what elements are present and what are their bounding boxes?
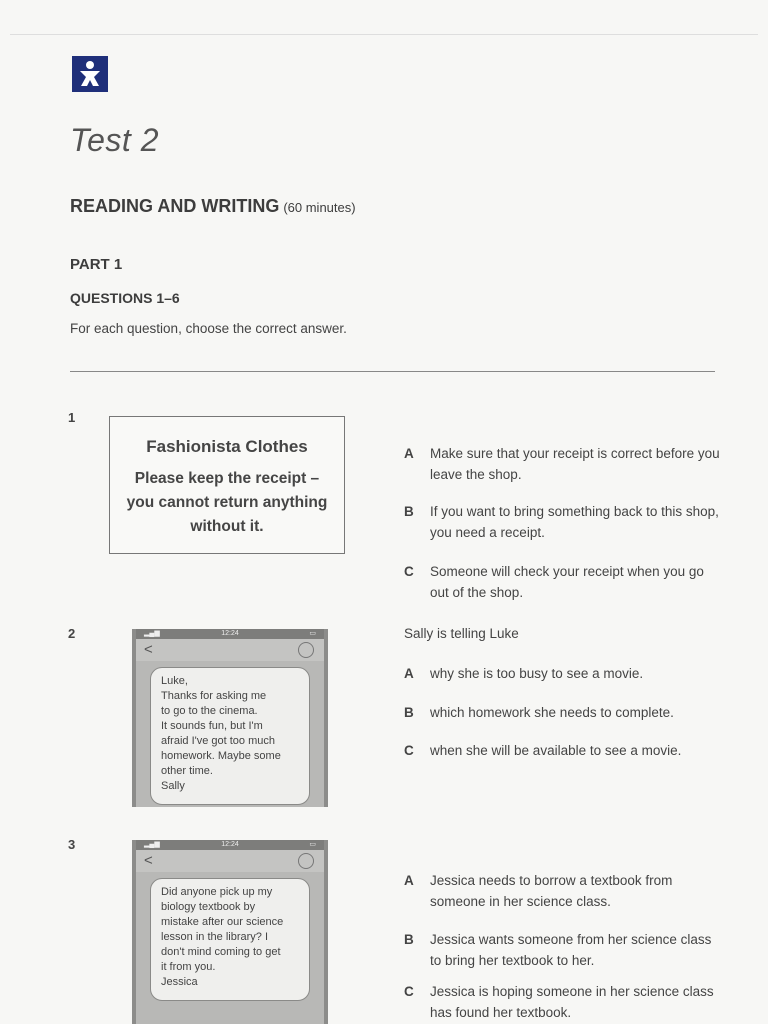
q3-option-c[interactable] [404,981,724,1023]
message-line: Did anyone pick up my [161,886,273,898]
nav-bar [136,639,324,661]
q2-option-c[interactable] [404,740,724,761]
section-name: READING AND WRITING [70,196,280,216]
back-chevron-icon: < [144,641,153,658]
q2-option-b[interactable] [404,702,724,723]
divider [70,371,715,372]
question-number-3: 3 [68,837,76,852]
option-letter: C [404,984,414,999]
message-line: mistake after our science [161,916,284,928]
message-line: biology textbook by [161,901,256,913]
q2-option-a[interactable] [404,663,724,684]
option-letter: C [404,564,414,579]
question-number-1: 1 [68,410,76,425]
message-line: It sounds fun, but I'm [161,720,263,732]
message-line: afraid I've got too much [161,735,275,747]
phone-message-2 [132,629,328,807]
option-letter: A [404,666,414,681]
test-title: Test 2 [70,122,159,158]
cambridge-logo-icon [72,56,108,92]
option-text: Jessica is hoping someone in her science class has found her textbook. [430,984,714,1020]
message-bubble [150,667,310,805]
battery-icon: ▭ [309,841,316,848]
option-letter: B [404,705,414,720]
option-text: If you want to bring something back to this shop, you need a receipt. [430,504,719,540]
option-text: why she is too busy to see a movie. [430,666,644,681]
message-line: Jessica [161,976,198,988]
q3-option-b[interactable] [404,929,724,971]
option-text: Make sure that your receipt is correct before you leave the shop. [430,446,720,482]
option-letter: A [404,446,414,461]
message-line: it from you. [161,961,216,973]
circle-icon [298,853,314,869]
message-line: Thanks for asking me [161,690,267,702]
circle-icon [298,642,314,658]
top-rule [10,34,758,35]
status-bar [136,629,324,639]
instruction: For each question, choose the correct answer. [70,321,347,336]
signal-icon: ▂▄▆ [144,630,160,637]
option-text: Jessica wants someone from her science class to bring her textbook to her. [430,932,712,968]
option-letter: B [404,932,414,947]
option-text: which homework she needs to complete. [430,705,674,720]
message-line: other time. [161,765,213,777]
battery-icon: ▭ [309,630,316,637]
notice-text: Please keep the receipt – you cannot return anything without it. [126,470,328,535]
option-letter: B [404,504,414,519]
section-title [70,196,356,217]
phone-time: 12:24 [221,841,239,848]
message-line: lesson in the library? I [161,931,268,943]
notice-title: Fashionista Clothes [146,437,308,456]
q1-option-a[interactable] [404,443,724,485]
option-letter: A [404,873,414,888]
q1-option-b[interactable] [404,501,724,543]
message-bubble [150,878,310,1001]
message-line: to go to the cinema. [161,705,258,717]
status-bar [136,840,324,850]
part-title: PART 1 [70,256,123,273]
phone-time: 12:24 [221,630,239,637]
signal-icon: ▂▄▆ [144,841,160,848]
q1-option-c[interactable] [404,561,724,603]
message-line: don't mind coming to get [161,946,281,958]
phone-message-3 [132,840,328,1024]
message-line: homework. Maybe some [161,750,281,762]
back-chevron-icon: < [144,852,153,869]
option-letter: C [404,743,414,758]
questions-range: QUESTIONS 1–6 [70,290,180,306]
nav-bar [136,850,324,872]
option-text: when she will be available to see a movie. [430,743,682,758]
q2-stem: Sally is telling Luke [404,626,519,641]
option-text: Jessica needs to borrow a textbook from someone in her science class. [430,873,673,909]
q3-option-a[interactable] [404,870,724,912]
question-number-2: 2 [68,626,76,641]
notice-sign [109,416,345,554]
option-text: Someone will check your receipt when you go out of the shop. [430,564,704,600]
message-line: Luke, [161,675,188,687]
duration: (60 minutes) [283,200,356,215]
message-line: Sally [161,780,185,792]
